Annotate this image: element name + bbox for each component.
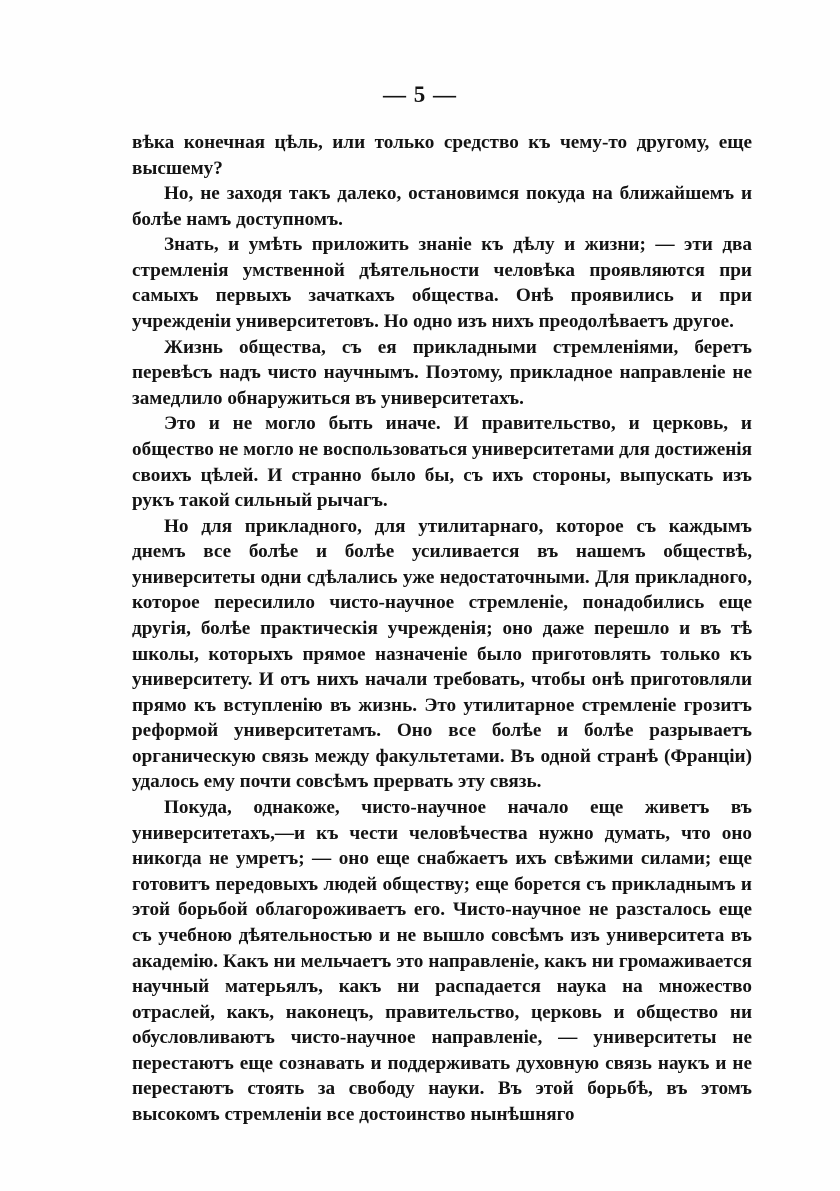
paragraph: Но, не заходя такъ далеко, остановимся покуда на ближайшемъ и болѣе намъ доступномъ. — [132, 183, 752, 230]
paragraph: Жизнь общества, съ ея прикладными стремленіями, беретъ перевѣсъ надъ чисто научнымъ. Поэтому, прикладное направленіе не замедлило обнаружиться въ университетахъ. — [132, 336, 752, 409]
paragraph: Это и не могло быть иначе. И правительство, и церковь, и общество не могло не воспользоваться университетами для достиженія своихъ цѣлей. И странно было бы, съ ихъ стороны, выпускать изъ рукъ такой сильный рычагъ. — [132, 413, 752, 512]
paragraph: Знать, и умѣть приложить знаніе къ дѣлу и жизни; — эти два стремленія умственной дѣятельности человѣка проявляются при самыхъ первыхъ зачаткахъ общества. Онѣ проявились и при учрежденіи университетовъ. Но одно изъ нихъ преодолѣваетъ другое. — [132, 234, 752, 333]
paragraph: Покуда, однакоже, чисто-научное начало еще живетъ въ университетахъ,—и къ чести человѣчества нужно думать, что оно никогда не умретъ; — оно еще снабжаетъ ихъ свѣжими силами; еще готовитъ передовыхъ людей обществу; еще борется съ прикладнымъ и этой борьбой облагороживаетъ его. Чисто-научное не разсталось еще съ учебною дѣятельностью и не вышло совсѣмъ изъ университета въ академію. Какъ ни мельчаетъ это направленіе, какъ ни громаживается научный матерьялъ, какъ ни распадается наука на множество отраслей, какъ, наконецъ, правительство, церковь и общество ни обусловливаютъ чисто-научное направленіе, — университеты не перестаютъ еще сознавать и поддерживать духовную связь наукъ и не перестаютъ стоять за свободу науки. Въ этой борьбѣ, въ этомъ высокомъ стремленіи все достоинство нынѣшняго — [132, 797, 752, 1125]
page-number: — 5 — — [383, 82, 457, 107]
paragraph: Но для прикладного, для утилитарнаго, которое съ каждымъ днемъ все болѣе и болѣе усиливается въ нашемъ обществѣ, университеты одни сдѣлались уже недостаточными. Для прикладного, которое пересилило чисто-научное стремленіе, понадобились еще другія, болѣе практическія учрежденія; оно даже перешло и въ тѣ школы, которыхъ прямое назначеніе было приготовлять только къ университету. И отъ нихъ начали требовать, чтобы онѣ приготовляли прямо къ вступленію въ жизнь. Это утилитарное стремленіе грозитъ реформой университетамъ. Оно все болѣе и болѣе разрываетъ органическую связь между факультетами. Въ одной странѣ (Франціи) удалось ему почти совсѣмъ прервать эту связь. — [132, 515, 752, 793]
body-text — [132, 130, 752, 1128]
paragraph-continuation: вѣка конечная цѣль, или только средство къ чему-то другому, еще высшему? — [132, 132, 752, 179]
